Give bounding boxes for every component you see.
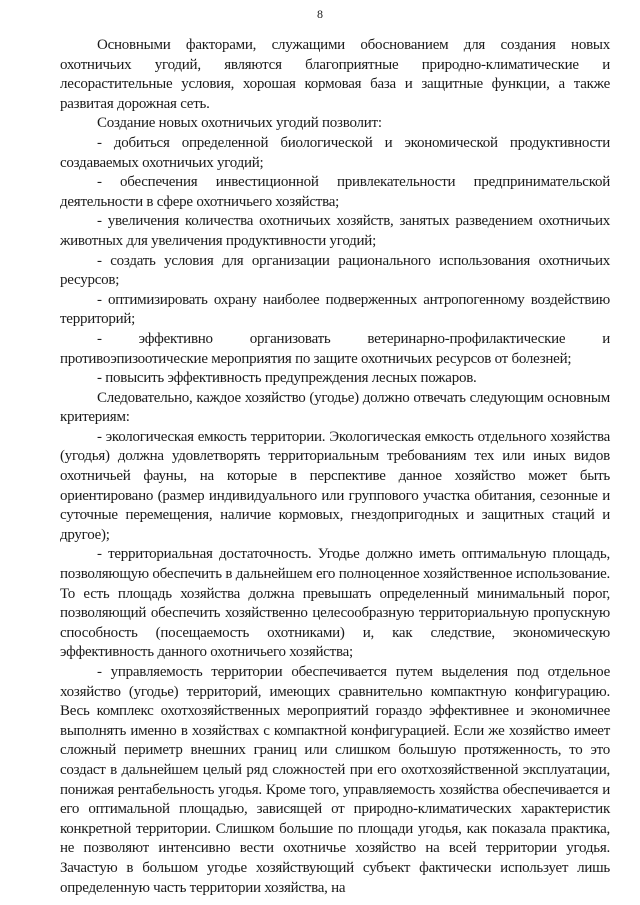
- page-number: 8: [317, 7, 323, 21]
- list-item-fire-prevention: - повысить эффективность предупреждения лесных пожаров.: [97, 370, 477, 387]
- list-item-veterinary: - эффективно организовать ветеринарно-профилактические и противоэпизоотические мероприятия по защите охотничьих ресурсов от болезней;: [60, 330, 610, 367]
- list-item-rational-use: - создать условия для организации рационального использования охотничьих ресурсов;: [60, 252, 610, 289]
- criterion-ecological-capacity: - экологическая емкость территории. Экологическая емкость отдельного хозяйства (угодья) должна удовлетворять территориальным требованиям тех или иных видов охотничьей фауны, на которые в перспективе данное хозяйство может быть ориентировано (размер индивидуального или группового участка обитания, сезонные и суточные перемещения, наличие кормовых, гнездопригодных и защитных стаций и другое);: [60, 428, 610, 543]
- paragraph-factors: Основными факторами, служащими обоснованием для создания новых охотничьих угодий, являются благоприятные природно-климатические и лесорастительные условия, хорошая кормовая база и защитные функции, а также развитая дорожная сеть.: [60, 37, 610, 112]
- paragraph-criteria-intro: Следовательно, каждое хозяйство (угодье) должно отвечать следующим основным критериям:: [60, 389, 610, 426]
- paragraph-creation-intro: Создание новых охотничьих угодий позволит:: [97, 115, 382, 132]
- list-item-investment: - обеспечения инвестиционной привлекательности предпринимательской деятельности в сфере охотничьего хозяйства;: [60, 174, 610, 210]
- list-item-protection: - оптимизировать охрану наиболее подверженных антропогенному воздействию территорий;: [60, 291, 610, 328]
- criterion-territorial-sufficiency: - территориальная достаточность. Угодье должно иметь оптимальную площадь, позволяющую обеспечить в дальнейшем его полноценное хозяйственное использование. То есть площадь хозяйства должна превышать определенный минимальный порог, позволяющий обеспечить хозяйственно целесообразную территориальную пропускную способность (посещаемость охотниками) и, как следствие, экономическую эффективность данного охотничьего хозяйства;: [60, 546, 610, 661]
- list-item-farm-count: - увеличения количества охотничьих хозяйств, занятых разведением охотничьих животных для увеличения продуктивности угодий;: [60, 213, 610, 249]
- list-item-productivity: - добиться определенной биологической и экономической продуктивности создаваемых охотничьих угодий;: [60, 134, 610, 171]
- criterion-manageability: - управляемость территории обеспечивается путем выделения под отдельное хозяйство (угодье) территорий, имеющих сравнительно компактную конфигурацию. Весь комплекс охотхозяйственных мероприятий гораздо эффективнее и экономичнее выполнять именно в хозяйствах с компактной конфигурацией. Если же хозяйство имеет сложный периметр внешних границ или слишком большую протяженность, то это создаст в дальнейшем целый ряд сложностей при его охотхозяйственной эксплуатации, понижая рентабельность угодья. Кроме того, управляемость хозяйства обеспечивается и его оптимальной площадью, зависящей от природно-климатических характеристик конкретной территории. Слишком большие по площади угодья, как показала практика, не позволяют интенсивно вести охотничье хозяйство на всей территории угодья. Зачастую в большом угодье хозяйствующий субъект фактически использует лишь определенную часть территории хозяйства, на: [60, 664, 610, 896]
- document-body: [60, 36, 610, 898]
